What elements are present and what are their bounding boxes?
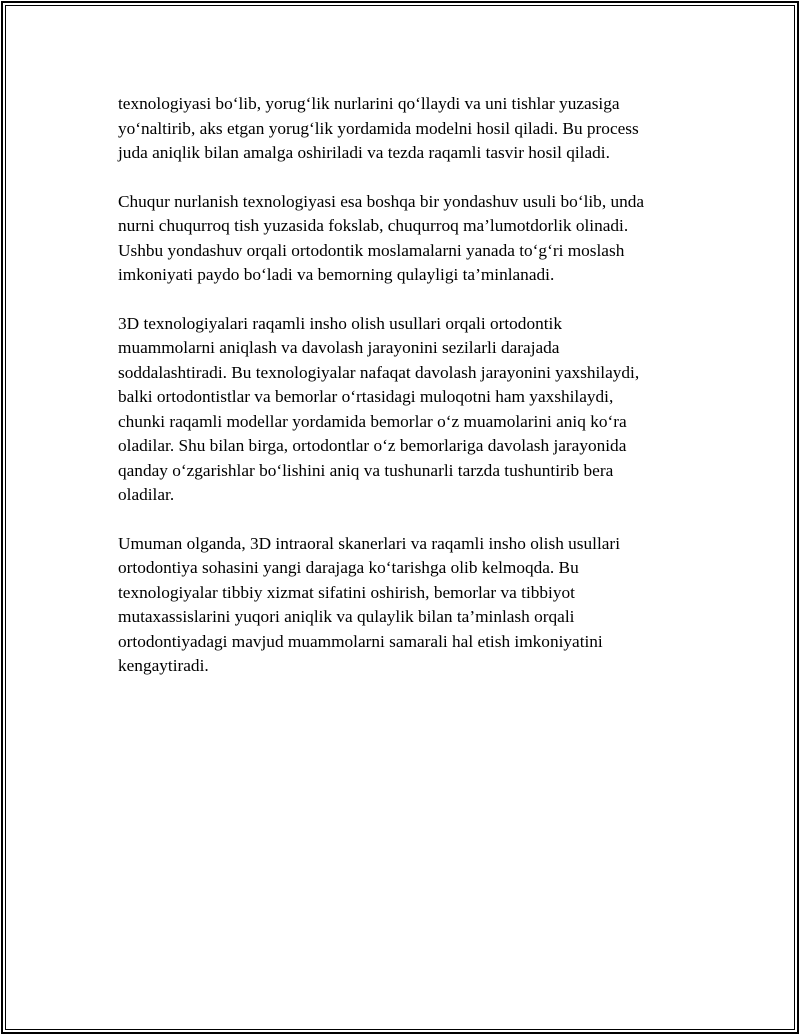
paragraph-line: oladilar. Shu bilan birga, ortodontlar o‘z bemorlariga davolash jarayonida <box>118 436 627 455</box>
paragraph-line: qanday o‘zgarishlar bo‘lishini aniq va tushunarli tarzda tushuntirib bera <box>118 460 614 480</box>
paragraph-line: texnologiyasi bo‘lib, yorug‘lik nurlarini qo‘llaydi va uni tishlar yuzasiga <box>118 94 620 113</box>
paragraph-line: ortodontiyadagi mavjud muammolarni samarali hal etish imkoniyatini <box>118 631 603 651</box>
paragraph-line: Ushbu yondashuv orqali ortodontik moslamalarni yanada to‘g‘ri moslash <box>118 240 625 260</box>
paragraph-line: imkoniyati paydo bo‘ladi va bemorning qulayligi ta’minlanadi. <box>118 265 555 284</box>
paragraph-line: chunki raqamli modellar yordamida bemorlar o‘z muamolarini aniq ko‘ra <box>118 411 627 431</box>
paragraph-1 <box>118 92 688 166</box>
paragraph-line: texnologiyalar tibbiy xizmat sifatini oshirish, bemorlar va tibbiyot <box>118 582 575 602</box>
paragraph-line: soddalashtiradi. Bu texnologiyalar nafaqat davolash jarayonini yaxshilaydi, <box>118 362 640 382</box>
paragraph-line: Chuqur nurlanish texnologiyasi esa boshqa bir yondashuv usuli bo‘lib, unda <box>118 191 645 211</box>
paragraph-line: muammolarni aniqlash va davolash jarayonini sezilarli darajada <box>118 338 560 357</box>
paragraph-line: kengaytiradi. <box>118 656 209 675</box>
paragraph-4 <box>118 532 688 679</box>
document-body <box>118 92 688 703</box>
paragraph-line: nurni chuqurroq tish yuzasida fokslab, chuqurroq ma’lumotdorlik olinadi. <box>118 216 629 235</box>
paragraph-line: ortodontiya sohasini yangi darajaga ko‘tarishga olib kelmoqda. Bu <box>118 558 579 577</box>
paragraph-line: balki ortodontistlar va bemorlar o‘rtasidagi muloqotni ham yaxshilaydi, <box>118 387 614 406</box>
paragraph-line: juda aniqlik bilan amalga oshiriladi va tezda raqamli tasvir hosil qiladi. <box>118 143 610 162</box>
paragraph-line: 3D texnologiyalari raqamli insho olish usullari orqali ortodontik <box>118 313 562 333</box>
paragraph-line: Umuman olganda, 3D intraoral skanerlari va raqamli insho olish usullari <box>118 533 620 553</box>
paragraph-2 <box>118 190 688 288</box>
paragraph-3 <box>118 312 688 508</box>
paragraph-line: yo‘naltirib, aks etgan yorug‘lik yordamida modelni hosil qiladi. Bu process <box>118 118 639 138</box>
paragraph-line: mutaxassislarini yuqori aniqlik va qulaylik bilan ta’minlash orqali <box>118 607 575 626</box>
paragraph-line: oladilar. <box>118 485 175 504</box>
